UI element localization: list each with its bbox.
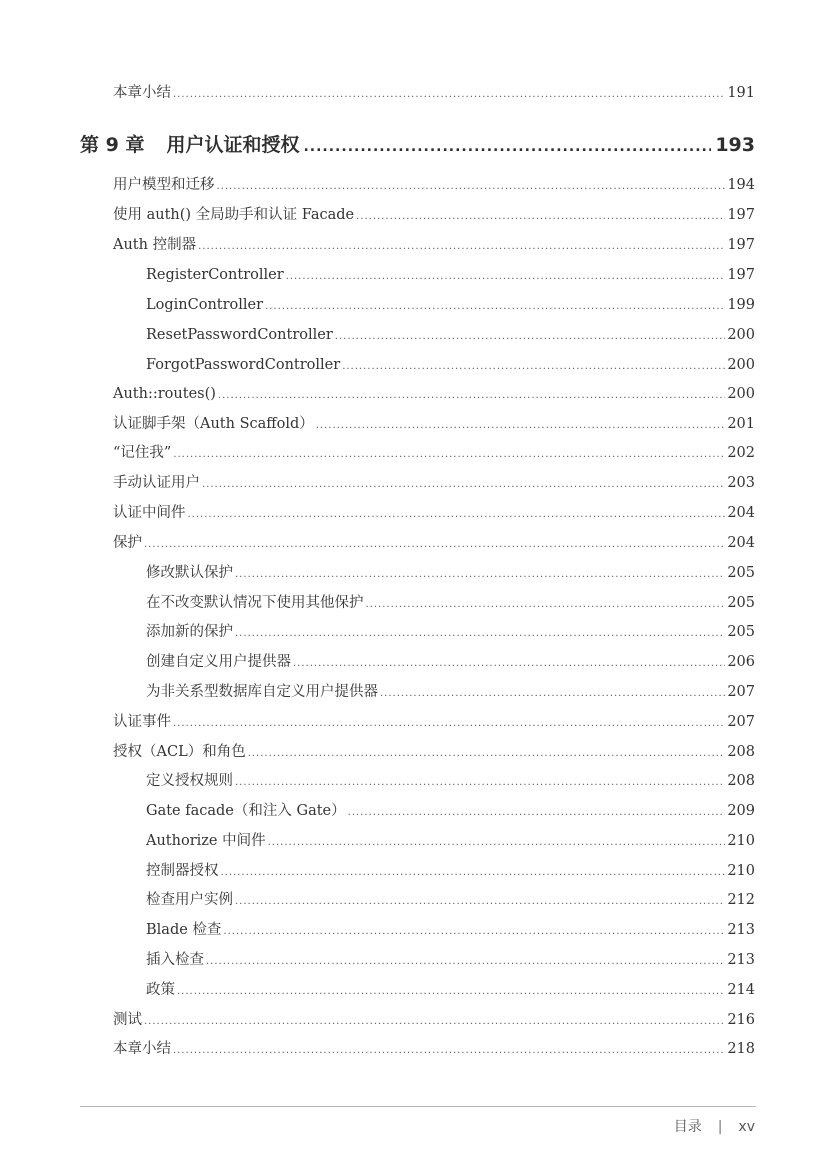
toc-subentry[interactable] [146, 353, 755, 377]
toc-entry-page: 197 [727, 267, 755, 283]
toc-entry-title: 本章小结 [113, 85, 171, 101]
leader-dots [223, 920, 725, 944]
page-footer [674, 1116, 755, 1136]
leader-dots [268, 831, 726, 855]
toc-subentry[interactable] [146, 620, 755, 644]
leader-dots [248, 742, 726, 766]
leader-dots [303, 133, 711, 161]
toc-entry-title: 认证脚手架（Auth Scaffold） [113, 416, 314, 432]
chapter-page: 193 [715, 134, 755, 156]
toc-entry-page: 204 [727, 505, 755, 521]
toc-entry-title: Authorize 中间件 [146, 833, 266, 849]
leader-dots [366, 593, 726, 617]
toc-subentry[interactable] [146, 888, 755, 912]
toc-entry[interactable] [113, 471, 755, 495]
toc-entry[interactable] [113, 173, 755, 197]
footer-section-label: 目录 [673, 1119, 702, 1135]
toc-subentry[interactable] [146, 263, 755, 287]
leader-dots [342, 355, 725, 379]
toc-subentry[interactable] [146, 859, 755, 883]
toc-entry-title: 在不改变默认情况下使用其他保护 [146, 595, 364, 611]
toc-entry[interactable] [113, 233, 755, 257]
toc-subentry[interactable] [146, 948, 755, 972]
leader-dots [293, 652, 725, 676]
toc-entry-page: 205 [727, 595, 755, 611]
toc-entry-title: ResetPasswordController [146, 327, 333, 343]
toc-entry-title: 定义授权规则 [146, 773, 233, 789]
toc-entry-title: 保护 [113, 535, 142, 551]
toc-subentry[interactable] [146, 650, 755, 674]
toc-entry-page: 210 [727, 833, 755, 849]
toc-entry-title: Gate facade（和注入 Gate） [146, 803, 346, 819]
toc-entry-page: 212 [727, 892, 755, 908]
leader-dots [235, 890, 725, 914]
footer-divider [80, 1106, 756, 1107]
toc-entry-page: 201 [727, 416, 755, 432]
leader-dots [217, 175, 726, 199]
toc-entry-title: 使用 auth() 全局助手和认证 Facade [113, 207, 355, 223]
toc-entry-title: 检查用户实例 [146, 892, 233, 908]
leader-dots [316, 414, 726, 438]
toc-entry[interactable] [113, 1037, 755, 1061]
toc-entry-page: 216 [727, 1012, 755, 1028]
toc-entry[interactable] [113, 203, 755, 227]
leader-dots [235, 622, 725, 646]
toc-entry[interactable] [113, 1008, 755, 1032]
toc-subentry[interactable] [146, 769, 755, 793]
toc-entry-title: 授权（ACL）和角色 [113, 744, 246, 760]
toc-subentry[interactable] [146, 829, 755, 853]
leader-dots [265, 295, 725, 319]
footer-page-number: xv [738, 1119, 755, 1135]
leader-dots [198, 235, 725, 259]
toc-entry-title: 控制器授权 [146, 863, 219, 879]
toc-entry-page: 199 [727, 297, 755, 313]
toc-entry-title: 测试 [113, 1012, 142, 1028]
toc-entry-title: 本章小结 [113, 1041, 171, 1057]
toc-entry[interactable] [113, 740, 755, 764]
toc-entry-page: 200 [727, 386, 755, 402]
toc-entry-title: 为非关系型数据库自定义用户提供器 [146, 684, 378, 700]
toc-entry-page: 205 [727, 624, 755, 640]
toc-entry-page: 208 [727, 744, 755, 760]
toc-entry-title: LoginController [146, 297, 264, 313]
toc-entry[interactable] [113, 441, 755, 465]
toc-entry-title: RegisterController [146, 267, 284, 283]
toc-entry[interactable] [113, 531, 755, 555]
leader-dots [348, 801, 726, 825]
toc-entry-page: 197 [727, 207, 755, 223]
toc-entry-title: “记住我” [113, 445, 172, 461]
toc-subentry[interactable] [146, 591, 755, 615]
leader-dots [173, 1039, 725, 1063]
toc-entry-title: ForgotPasswordController [146, 357, 341, 373]
toc-subentry[interactable] [146, 293, 755, 317]
toc-entry-title: Auth::routes() [113, 386, 216, 402]
toc-entry-page: 191 [727, 85, 755, 101]
leader-dots [380, 682, 725, 706]
toc-entry-title: 修改默认保护 [146, 565, 233, 581]
toc-entry-title: 政策 [146, 982, 175, 998]
toc-entry-title: 认证事件 [113, 714, 171, 730]
leader-dots [173, 443, 725, 467]
toc-entry-page: 210 [727, 863, 755, 879]
leader-dots [286, 265, 726, 289]
leader-dots [202, 473, 725, 497]
toc-subentry[interactable] [146, 561, 755, 585]
leader-dots [356, 205, 725, 229]
toc-entry-page: 200 [727, 357, 755, 373]
leader-dots [173, 83, 725, 107]
leader-dots [206, 950, 725, 974]
toc-subentry[interactable] [146, 799, 755, 823]
toc-subentry[interactable] [146, 918, 755, 942]
toc-entry-page: 203 [727, 475, 755, 491]
toc-entry-page: 204 [727, 535, 755, 551]
toc-entry-page: 202 [727, 445, 755, 461]
leader-dots [218, 384, 725, 408]
toc-entry-page: 207 [727, 714, 755, 730]
toc-entry-title: 认证中间件 [113, 505, 186, 521]
chapter-number: 第 9 章 [80, 134, 145, 156]
toc-entry-title: Auth 控制器 [113, 237, 197, 253]
chapter-title: 用户认证和授权 [166, 134, 300, 156]
toc-entry-title: 添加新的保护 [146, 624, 233, 640]
toc-entry-page: 208 [727, 773, 755, 789]
toc-entry-page: 206 [727, 654, 755, 670]
leader-dots [144, 1010, 725, 1034]
toc-entry-page: 194 [727, 177, 755, 193]
toc-subentry[interactable] [146, 323, 755, 347]
toc-entry-page: 213 [727, 922, 755, 938]
toc-entry-title: 插入检查 [146, 952, 204, 968]
toc-entry-page: 214 [727, 982, 755, 998]
leader-dots [177, 980, 725, 1004]
toc-entry-page: 218 [727, 1041, 755, 1057]
toc-entry-title: Blade 检查 [146, 922, 222, 938]
toc-entry-title: 用户模型和迁移 [113, 177, 215, 193]
toc-entry-page: 207 [727, 684, 755, 700]
leader-dots [335, 325, 726, 349]
toc-subentry[interactable] [146, 978, 755, 1002]
toc-entry-page: 205 [727, 565, 755, 581]
leader-dots [188, 503, 726, 527]
leader-dots [235, 563, 725, 587]
toc-entry-page: 200 [727, 327, 755, 343]
toc-entry[interactable] [113, 501, 755, 525]
leader-dots [144, 533, 725, 557]
toc-entry-previous-summary[interactable] [113, 81, 755, 105]
toc-entry-title: 创建自定义用户提供器 [146, 654, 291, 670]
toc-entry-page: 209 [727, 803, 755, 819]
toc-entry-page: 213 [727, 952, 755, 968]
toc-entry-title: 手动认证用户 [113, 475, 200, 491]
footer-separator: | [717, 1119, 723, 1135]
toc-entry[interactable] [113, 412, 755, 436]
leader-dots [235, 771, 725, 795]
toc-subentry[interactable] [146, 680, 755, 704]
leader-dots [173, 712, 725, 736]
chapter-heading[interactable] [80, 131, 755, 159]
toc-entry-page: 197 [727, 237, 755, 253]
toc-entry[interactable] [113, 382, 755, 406]
leader-dots [221, 861, 726, 885]
toc-entry[interactable] [113, 710, 755, 734]
